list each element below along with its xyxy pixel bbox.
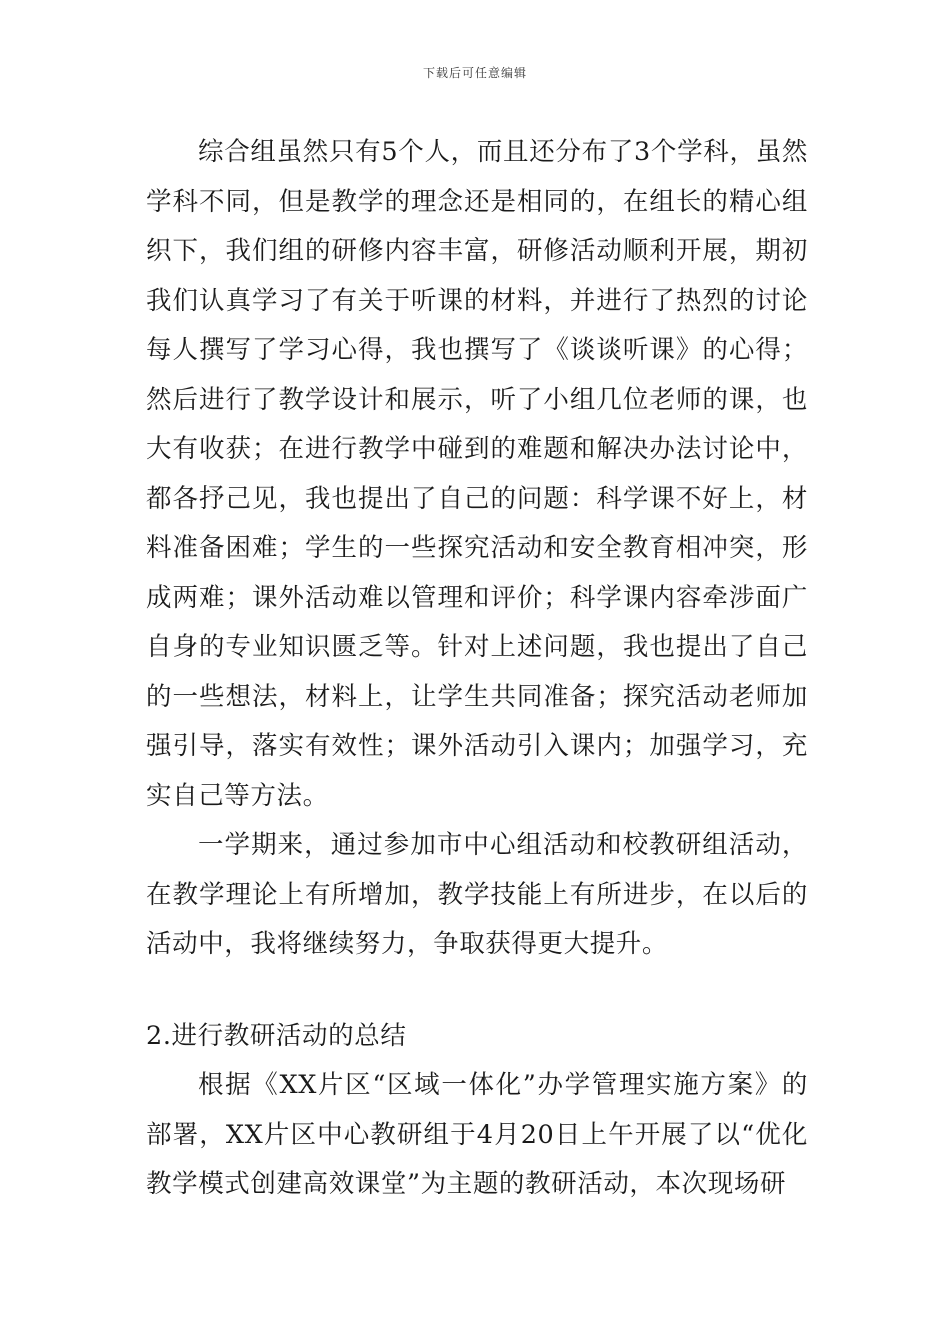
paragraph-3: 根据《XX片区“区域一体化”办学管理实施方案》的部署，XX片区中心教研组于4月20日上午开展了以“优化教学模式创建高效课堂”为主题的教研活动，本次现场研 — [146, 1070, 808, 1199]
paragraph-1: 综合组虽然只有5个人，而且还分布了3个学科，虽然学科不同，但是教学的理念还是相同的，在组长的精心组织下，我们组的研修内容丰富，研修活动顺利开展，期初我们认真学习了有关于听课的材料，并进行了热烈的讨论每人撰写了学习心得，我也撰写了《谈谈听课》的心得；然后进行了教学设计和展示，听了小组几位老师的课，也大有收获；在进行教学中碰到的难题和解决办法讨论中，都各抒己见，我也提出了自己的问题：科学课不好上，材料准备困难；学生的一些探究活动和安全教育相冲突，形成两难；课外活动难以管理和评价；科学课内容牵涉面广自身的专业知识匮乏等。针对上述问题，我也提出了自己的一些想法，材料上，让学生共同准备；探究活动老师加强引导，落实有效性；课外活动引入课内；加强学习，充实自己等方法。 — [146, 137, 808, 811]
section-spacer — [146, 970, 808, 1012]
paragraph-2: 一学期来，通过参加市中心组活动和校教研组活动，在教学理论上有所增加，教学技能上有所进步，在以后的活动中，我将继续努力，争取获得更大提升。 — [146, 830, 808, 959]
section-heading: 2.进行教研活动的总结 — [146, 1020, 407, 1051]
document-body — [146, 128, 808, 1210]
header-note: 下载后可任意编辑 — [422, 66, 527, 80]
